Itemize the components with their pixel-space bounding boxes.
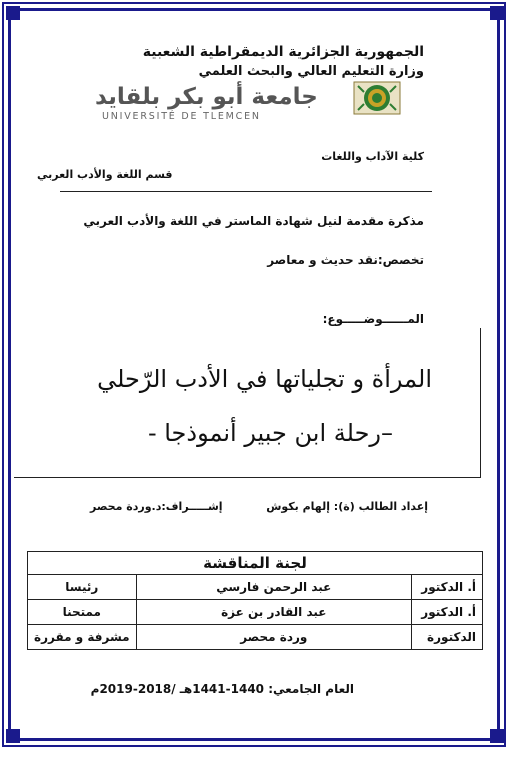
frame-corner (6, 6, 20, 20)
frame-corner (6, 729, 20, 743)
member-role: ممتحنا (28, 600, 137, 625)
faculty-label: كلية الآداب واللغات (321, 150, 424, 163)
table-row (28, 625, 483, 650)
member-role: رئيسا (28, 575, 137, 600)
specialty-label: تخصص:نقد حديث و معاصر (267, 253, 424, 267)
table-row (28, 600, 483, 625)
member-role: مشرفة و مقررة (28, 625, 137, 650)
table-row (28, 575, 483, 600)
frame-corner (490, 6, 504, 20)
student-label: إعداد الطالب (ة): إلهام بكوش (266, 500, 428, 513)
member-title: أ. الدكتور (412, 575, 483, 600)
committee-heading: لجنة المناقشة (28, 552, 483, 575)
thesis-title-line2: –رحلة ابن جبير أنموذجا - (147, 419, 393, 447)
member-name: عبد الرحمن فارسي (136, 575, 411, 600)
member-title: الدكتورة (412, 625, 483, 650)
header-divider (60, 191, 432, 192)
member-title: أ. الدكتور (412, 600, 483, 625)
title-box (14, 328, 481, 478)
university-name-french: UNIVERSITÉ DE TLEMCEN (102, 111, 261, 122)
member-name: وردة محصر (136, 625, 411, 650)
frame-corner (490, 729, 504, 743)
ministry-title: وزارة التعليم العالي والبحث العلمي (198, 64, 424, 79)
supervisor-label: إشـــــراف:د.وردة محصر (90, 500, 223, 513)
subject-label: المــــــوضـــــوع: (322, 312, 424, 326)
academic-year: العام الجامعي: 1440-1441هـ /2018-2019م (90, 682, 354, 696)
thesis-title-line1: المرأة و تجلياتها في الأدب الرّحلي (97, 365, 432, 393)
republic-title: الجمهورية الجزائرية الديمقراطية الشعبية (142, 44, 424, 60)
thesis-note: مذكرة مقدمة لنيل شهادة الماستر في اللغة والأدب العربي (83, 214, 424, 228)
university-name-arabic: جامعة أبو بكر بلقايد (95, 84, 318, 110)
university-emblem-icon (352, 80, 402, 116)
table-row (28, 552, 483, 575)
department-label: قسم اللغة والأدب العربي (37, 168, 173, 181)
committee-table (27, 551, 483, 650)
member-name: عبد القادر بن عزة (136, 600, 411, 625)
